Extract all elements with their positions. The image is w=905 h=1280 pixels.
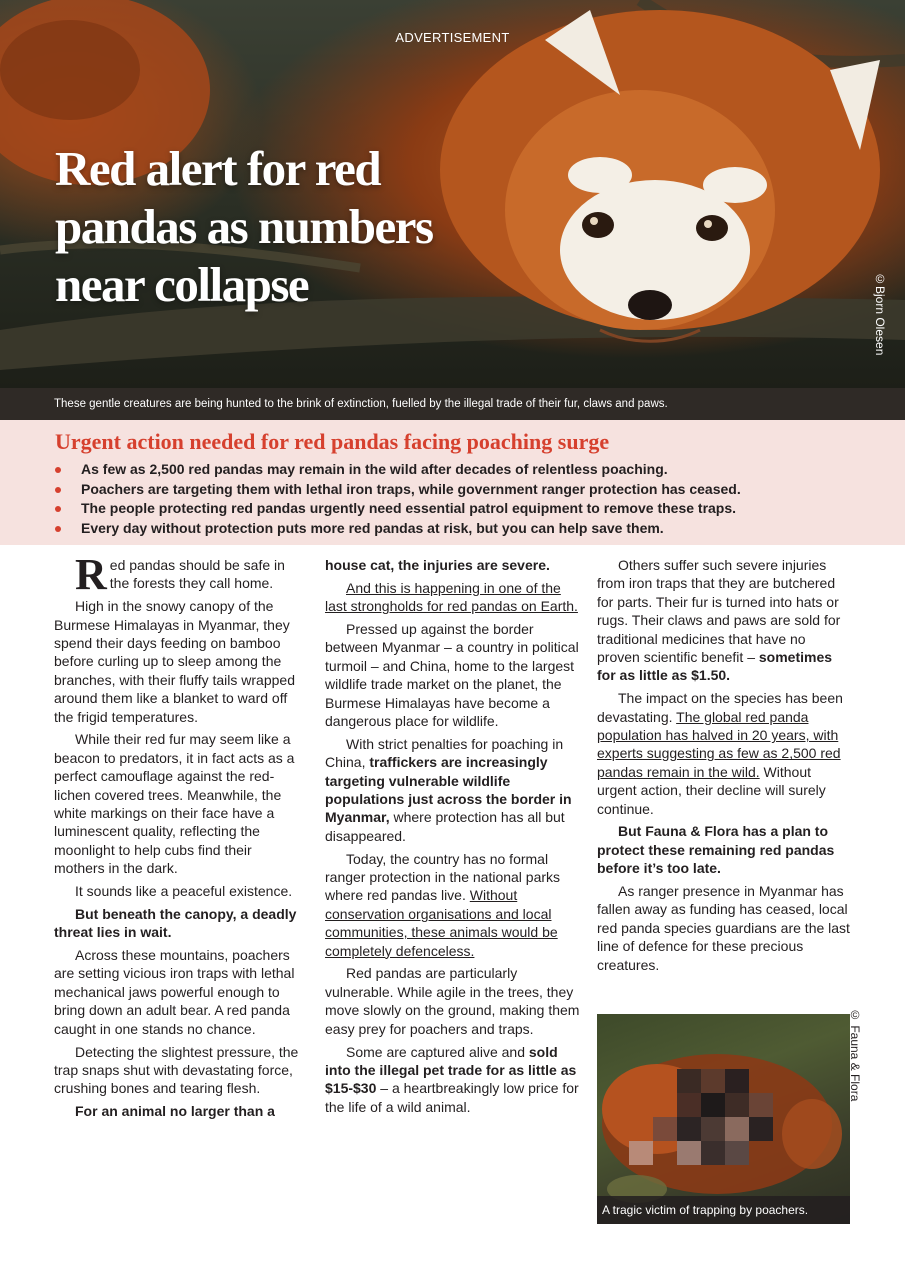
- paragraph-underlined-text: The global red panda population has halved in 20 years, with experts suggesting as few as 2,500 red pandas remain in the wild.: [597, 708, 841, 780]
- paragraph: It sounds like a peaceful existence.: [75, 883, 293, 900]
- key-points-list: [55, 460, 905, 538]
- paragraph-text: Some are captured alive and: [346, 1043, 529, 1060]
- article-column-2: [325, 556, 580, 1121]
- paragraph-text: With strict penalties for poaching in China,: [325, 735, 564, 771]
- paragraph-text: ed pandas should be safe in the forests they call home.: [109, 557, 285, 592]
- paragraph-text: The impact on the species has been devastating.: [597, 690, 843, 725]
- bullet-dot-icon: [55, 506, 61, 512]
- bullet-dot-icon: [55, 526, 61, 532]
- article-column-3: [597, 556, 852, 979]
- paragraph-bold: But Fauna & Flora has a plan to protect these remaining red pandas before it’s too late.: [597, 823, 835, 877]
- paragraph-text: Today, the country has no formal ranger protection in the national parks where red pandas live.: [325, 850, 561, 904]
- paragraph: Pressed up against the border between Myanmar – a country in political turmoil – and China, home to the largest wildlife trade market on the planet, the Burmese Himalayas have become a dangerous place for wildlife.: [325, 621, 579, 730]
- paragraph-bold: But beneath the canopy, a deadly threat lies in wait.: [54, 905, 297, 941]
- key-point: [55, 519, 905, 539]
- key-point: [55, 480, 905, 500]
- key-points-box: [0, 420, 905, 545]
- paragraph-bold-text: sometimes for as little as $1.50.: [597, 649, 833, 684]
- paragraph: [597, 689, 852, 818]
- paragraph: [325, 850, 580, 960]
- paragraph-underlined-text: Without conservation organisations and local communities, these animals would be completely defenceless.: [325, 887, 558, 959]
- paragraph: [597, 556, 852, 685]
- key-point: [55, 460, 905, 480]
- article-column-1: [54, 550, 304, 1125]
- bullet-dot-icon: [55, 467, 61, 473]
- paragraph-text: Others suffer such severe injuries from iron traps that they are butchered for parts. Their fur is turned into hats or rugs. Their claws and paws are sold for traditional medicines that have no proven scientific benefit –: [597, 557, 841, 666]
- paragraph: Detecting the slightest pressure, the trap snaps shut with devastating force, crushing bones and tearing flesh.: [54, 1043, 299, 1097]
- paragraph-bold-text: sold into the illegal pet trade for as little as $15-$30: [325, 1043, 577, 1097]
- paragraph-text: where protection has all but disappeared.: [325, 809, 565, 844]
- paragraph: [325, 735, 580, 845]
- drop-cap: R: [75, 550, 107, 599]
- paragraph: [54, 550, 304, 599]
- paragraph: Red pandas are particularly vulnerable. While agile in the trees, they move slowly on the ground, making them easy prey for poachers and traps.: [325, 965, 580, 1037]
- key-point: [55, 499, 905, 519]
- paragraph: [325, 1043, 580, 1117]
- paragraph: As ranger presence in Myanmar has fallen away as funding has ceased, local red panda species guardians are the last line of defence for these precious creatures.: [597, 883, 850, 973]
- key-point-text: The people protecting red pandas urgently need essential patrol equipment to remove these traps.: [81, 500, 737, 517]
- key-point-text: Every day without protection puts more red pandas at risk, but you can help save them.: [81, 519, 664, 536]
- paragraph: While their red fur may seem like a beacon to predators, it in fact acts as a perfect camouflage against the red-lichen covered trees. Meanwhile, the white markings on their face have a luminescent quality, reflecting the moonlight to help cubs find their mothers in the dark.: [54, 731, 295, 877]
- paragraph-text: Without urgent action, their decline will surely continue.: [597, 763, 826, 817]
- advertisement-label: ADVERTISEMENT: [395, 30, 510, 45]
- hero-image: [0, 0, 905, 388]
- photo-credit: © Fauna & Flora: [848, 1008, 862, 1102]
- paragraph-bold-text: traffickers are increasingly targeting vulnerable wildlife populations just across the border in Myanmar,: [325, 754, 572, 826]
- photo-caption: A tragic victim of trapping by poachers.: [597, 1196, 850, 1224]
- paragraph-text: – a heartbreakingly low price for the life of a wild animal.: [325, 1080, 579, 1115]
- paragraph-bold: house cat, the injuries are severe.: [325, 557, 550, 573]
- paragraph: Across these mountains, poachers are setting vicious iron traps with lethal mechanical jaws powerful enough to bring down an adult bear. A red panda caught in one stands no chance.: [54, 947, 295, 1037]
- page-title: Red alert for red pandas as numbers near collapse: [55, 141, 433, 312]
- trapped-panda-photo: [597, 1014, 850, 1224]
- paragraph-underlined: And this is happening in one of the last strongholds for red pandas on Earth.: [325, 579, 578, 615]
- key-point-text: As few as 2,500 red pandas may remain in the wild after decades of relentless poaching.: [81, 461, 668, 477]
- hero-caption: These gentle creatures are being hunted to the brink of extinction, fuelled by the illegal trade of their fur, claws and paws.: [0, 388, 905, 420]
- bullet-dot-icon: [55, 487, 61, 493]
- paragraph: High in the snowy canopy of the Burmese Himalayas in Myanmar, they spend their days feeding on bamboo before curling up to sleep among the branches, with their fluffy tails wrapped around them like a blanket to ward off the frigid temperatures.: [54, 598, 295, 725]
- pixelated-photo-image: [597, 1014, 850, 1224]
- paragraph-bold: For an animal no larger than a: [75, 1103, 275, 1120]
- key-points-title: Urgent action needed for red pandas facing poaching surge: [55, 429, 610, 454]
- photo-credit: ©Bjorn Olesen: [873, 272, 887, 356]
- key-point-text: Poachers are targeting them with lethal iron traps, while government ranger protection has ceased.: [81, 480, 741, 497]
